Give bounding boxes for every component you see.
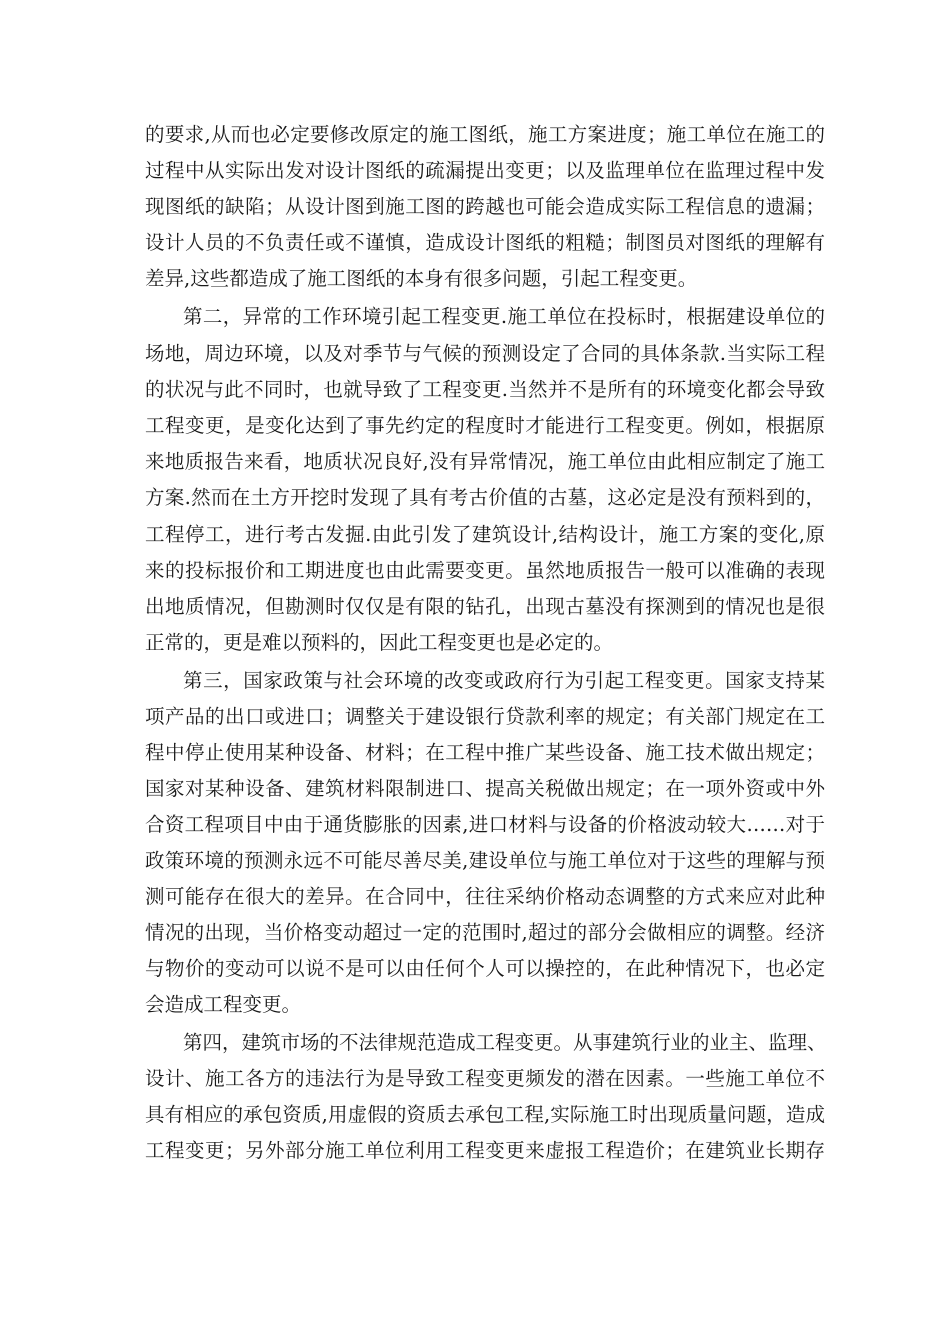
text-line: 设计、施工各方的违法行为是导致工程变更频发的潜在因素。一些施工单位不 (145, 1067, 825, 1090)
text-line: 工程变更；另外部分施工单位利用工程变更来虚报工程造价；在建筑业长期存 (145, 1139, 825, 1162)
text-line: 的状况与此不同时，也就导致了工程变更.当然并不是所有的环境变化都会导致 (145, 378, 825, 401)
text-line: 正常的，更是难以预料的，因此工程变更也是必定的。 (145, 631, 614, 654)
text-line: 设计人员的不负责任或不谨慎，造成设计图纸的粗糙；制图员对图纸的理解有 (145, 231, 825, 254)
text-line: 会造成工程变更。 (145, 993, 302, 1016)
text-line: 测可能存在很大的差异。在合同中，往往采纳价格动态调整的方式来应对此种 (145, 885, 825, 908)
text-line: 场地，周边环境，以及对季节与气候的预测设定了合同的具体条款.当实际工程 (145, 342, 825, 365)
text-line: 工程变更，是变化达到了事先约定的程度时才能进行工程变更。例如，根据原 (145, 414, 825, 437)
text-line: 情况的出现，当价格变动超过一定的范围时,超过的部分会做相应的调整。经济 (145, 921, 825, 944)
text-line: 与物价的变动可以说不是可以由任何个人可以操控的，在此种情况下，也必定 (145, 957, 825, 980)
text-line: 项产品的出口或进口；调整关于建设银行贷款利率的规定；有关部门规定在工 (145, 705, 825, 728)
text-line: 程中停止使用某种设备、材料；在工程中推广某些设备、施工技术做出规定； (145, 741, 825, 764)
text-line: 的要求,从而也必定要修改原定的施工图纸，施工方案进度；施工单位在施工的 (145, 123, 825, 146)
text-line: 过程中从实际出发对设计图纸的疏漏提出变更；以及监理单位在监理过程中发 (145, 159, 825, 182)
text-line: 具有相应的承包资质,用虚假的资质去承包工程,实际施工时出现质量问题，造成 (145, 1103, 825, 1126)
text-line: 来的投标报价和工期进度也由此需要变更。虽然地质报告一般可以准确的表现 (145, 559, 825, 582)
text-line: 来地质报告来看，地质状况良好,没有异常情况，施工单位由此相应制定了施工 (145, 450, 825, 473)
text-line: 出地质情况，但勘测时仅仅是有限的钻孔，出现古墓没有探测到的情况也是很 (145, 595, 825, 618)
paragraph-start-line: 第四，建筑市场的不法律规范造成工程变更。从事建筑行业的业主、监理、 (183, 1031, 827, 1054)
paragraph-start-line: 第二，异常的工作环境引起工程变更.施工单位在投标时，根据建设单位的 (183, 305, 825, 328)
paragraph-start-line: 第三，国家政策与社会环境的改变或政府行为引起工程变更。国家支持某 (183, 669, 825, 692)
text-line: 合资工程项目中由于通货膨胀的因素,进口材料与设备的价格波动较大……对于 (145, 813, 825, 836)
text-line: 方案.然而在土方开挖时发现了具有考古价值的古墓，这必定是没有预料到的， (145, 486, 825, 509)
text-line: 差异,这些都造成了施工图纸的本身有很多问题，引起工程变更。 (145, 267, 698, 290)
text-line: 工程停工，进行考古发掘.由此引发了建筑设计,结构设计，施工方案的变化,原 (145, 523, 825, 546)
text-line: 现图纸的缺陷；从设计图到施工图的跨越也可能会造成实际工程信息的遗漏； (145, 195, 825, 218)
text-line: 国家对某种设备、建筑材料限制进口、提高关税做出规定；在一项外资或中外 (145, 777, 825, 800)
text-line: 政策环境的预测永远不可能尽善尽美,建设单位与施工单位对于这些的理解与预 (145, 849, 825, 872)
